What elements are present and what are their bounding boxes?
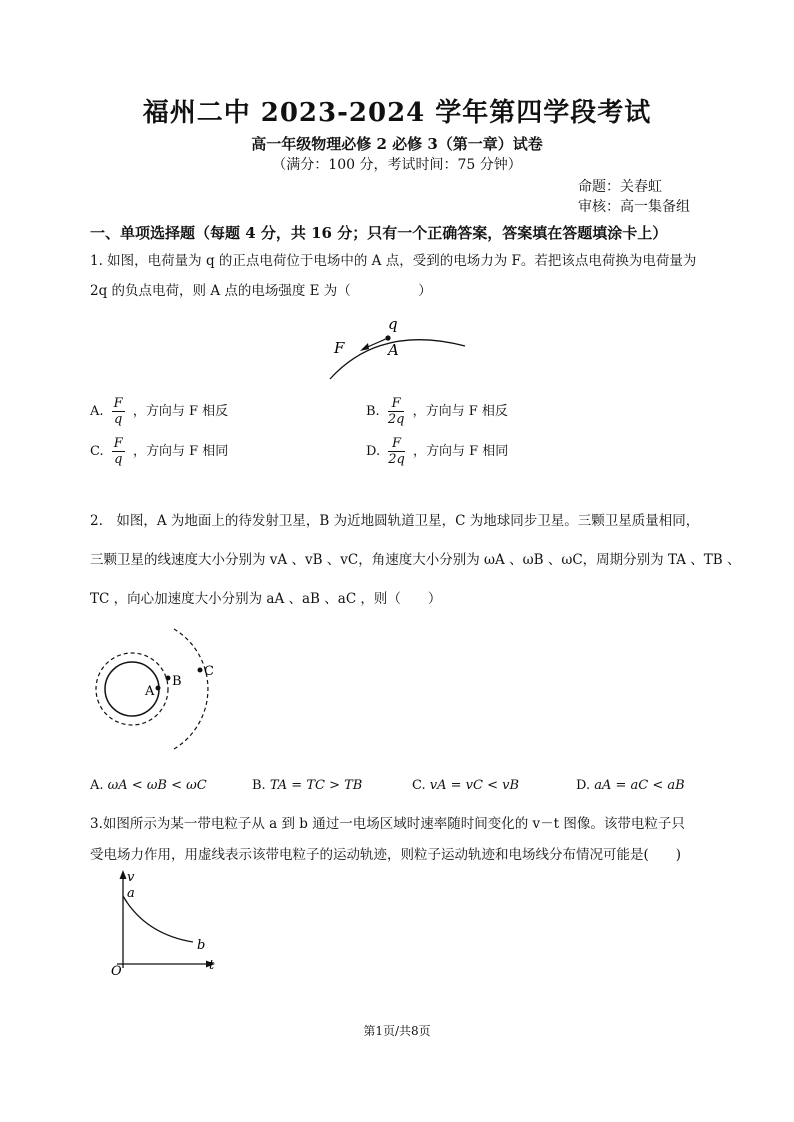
label-v: v bbox=[127, 870, 135, 885]
q2-orbit-figure bbox=[90, 625, 240, 760]
label-F: F bbox=[334, 339, 345, 357]
q1-option-b[interactable]: B. $\frac{F}{2q}$ ，方向与 F 相反 bbox=[366, 396, 508, 427]
force-arrow-head bbox=[360, 343, 369, 351]
q3-line2: 受电场力作用，用虚线表示该带电粒子的运动轨迹，则粒子运动轨迹和电场线分布情况可能是( ) bbox=[90, 847, 682, 863]
fraction: $\frac{F}{q}$ bbox=[113, 396, 123, 427]
label-C: C bbox=[204, 664, 214, 679]
satellite-A bbox=[156, 686, 161, 691]
exam-info: （满分：100 分，考试时间：75 分钟） bbox=[272, 157, 522, 173]
synchronous-orbit bbox=[174, 629, 208, 749]
label-t: t bbox=[209, 958, 215, 973]
exam-reviewer: 审核：高一集备组 bbox=[578, 199, 690, 215]
q2-option-c[interactable]: C. vA = vC < vB bbox=[412, 778, 520, 793]
exam-subtitle: 高一年级物理必修 2 必修 3（第一章）试卷 bbox=[251, 135, 543, 153]
q1-option-a[interactable]: A. $\frac{F}{q}$ ，方向与 F 相反 bbox=[90, 396, 229, 427]
q1-option-c[interactable]: C. $\frac{F}{q}$ ，方向与 F 相同 bbox=[90, 436, 229, 467]
q2-line2: 三颗卫星的线速度大小分别为 vA 、vB 、vC，角速度大小分别为 ωA 、ωB 、ωC，周期分别为 TA 、TB 、 bbox=[90, 552, 741, 568]
exam-title: 福州二中 2023-2024 学年第四学段考试 bbox=[142, 98, 652, 128]
q1-field-figure bbox=[320, 312, 480, 387]
q2-option-a[interactable]: A. ωA < ωB < ωC bbox=[90, 778, 207, 793]
q2-option-d[interactable]: D. aA = aC < aB bbox=[576, 778, 685, 793]
satellite-B bbox=[166, 676, 171, 681]
q3-line1: 3.如图所示为某一带电粒子从 a 到 b 通过一电场区域时速率随时间变化的 v－t 图像。该带电粒子只 bbox=[90, 816, 685, 832]
q2-line1: 2. 如图，A 为地面上的待发射卫星，B 为近地圆轨道卫星，C 为地球同步卫星。三颗卫星质量相同， bbox=[90, 513, 700, 529]
fraction: $\frac{F}{2q}$ bbox=[388, 436, 405, 467]
page-number: 第1页/共8页 bbox=[363, 1024, 431, 1038]
label-q: q bbox=[388, 315, 398, 333]
label-A: A bbox=[388, 341, 399, 359]
q1-option-d[interactable]: D. $\frac{F}{2q}$ ，方向与 F 相同 bbox=[366, 436, 509, 467]
v-axis-arrow bbox=[120, 870, 127, 879]
label-O: O bbox=[111, 964, 122, 979]
q1-line2: 2q 的负点电荷，则 A 点的电场强度 E 为（ ） bbox=[90, 283, 432, 299]
label-A: A bbox=[145, 684, 155, 699]
section-heading: 一、单项选择题（每题 4 分，共 16 分；只有一个正确答案，答案填在答题填涂卡上） bbox=[90, 224, 668, 242]
q3-vt-graph bbox=[105, 868, 230, 983]
fraction: $\frac{F}{2q}$ bbox=[387, 396, 405, 427]
satellite-C bbox=[198, 668, 203, 673]
q2-option-b[interactable]: B. TA = TC > TB bbox=[252, 778, 363, 793]
label-b: b bbox=[197, 938, 206, 953]
exam-author: 命题：关春虹 bbox=[578, 179, 662, 195]
fraction: $\frac{F}{q}$ bbox=[113, 436, 123, 467]
q2-line3: TC ，向心加速度大小分别为 aA 、aB 、aC ，则（ ） bbox=[90, 591, 442, 607]
q1-line1: 1. 如图，电荷量为 q 的正点电荷位于电场中的 A 点，受到的电场力为 F。若把该点电荷换为电荷量为 bbox=[90, 253, 697, 269]
vt-curve bbox=[123, 896, 193, 942]
label-B: B bbox=[172, 674, 182, 689]
label-a: a bbox=[127, 886, 135, 901]
